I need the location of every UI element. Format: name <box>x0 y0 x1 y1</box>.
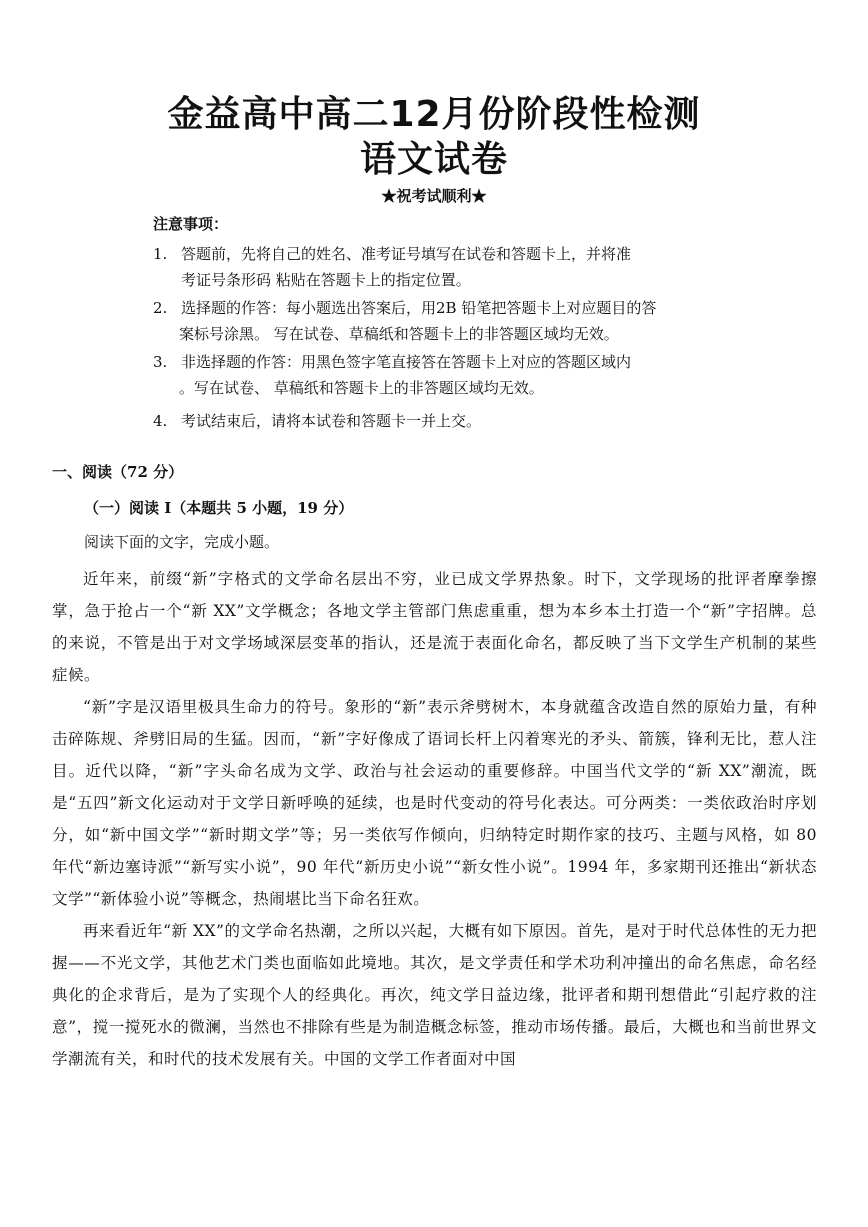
reading-passage <box>52 563 817 1075</box>
notice-item-3 <box>153 349 753 401</box>
notice-item-number: 3. <box>153 353 168 371</box>
notice-item-line: 考试结束后，请将本试卷和答题卡一并上交。 <box>181 412 482 430</box>
subsection-heading: （一）阅读 I（本题共 5 小题，19 分） <box>84 499 354 517</box>
reading-instruction: 阅读下面的文字，完成小题。 <box>84 533 280 551</box>
passage-paragraph-1: 近年来，前缀“新”字格式的文学命名层出不穷，业已成文学界热象。时下，文学现场的批评者摩拳擦掌，急于抢占一个“新 XX”文学概念；各地文学主管部门焦虑重重，想为本乡本土打造一个“新”字招牌。总的来说，不管是出于对文学场域深层变革的指认，还是流于表面化命名，都反映了当下文学生产机制的某些症候。 <box>52 570 817 684</box>
notice-item-2 <box>153 295 753 347</box>
notice-item-line: 非选择题的作答：用黑色签字笔直接答在答题卡上对应的答题区域内 <box>181 353 632 371</box>
passage-paragraph-2: “新”字是汉语里极具生命力的符号。象形的“新”表示斧劈树木，本身就蕴含改造自然的原始力量，有种击碎陈规、斧劈旧局的生猛。因而，“新”字好像成了语词长杆上闪着寒光的矛头、箭簇，锋利无比，惹人注目。近代以降，“新”字头命名成为文学、政治与社会运动的重要修辞。中国当代文学的“新 XX”潮流，既是“五四”新文化运动对于文学日新呼唤的延续，也是时代变动的符号化表达。可分两类：一类依政治时序划分，如“新中国文学”“新时期文学”等；另一类依写作倾向，归纳特定时期作家的技巧、主题与风格，如 80 年代“新边塞诗派”“新写实小说”，90 年代“新历史小说”“新女性小说”。1994 年，多家期刊还推出“新状态文学”“新体验小说”等概念，热闹堪比当下命名狂欢。 <box>52 698 817 908</box>
section-heading: 一、阅读（72 分） <box>52 463 184 481</box>
notice-item-line: 答题前，先将自己的姓名、准考证号填写在试卷和答题卡上，并将准 <box>181 245 632 263</box>
notice-item-line: 考证号条形码 粘贴在答题卡上的指定位置。 <box>181 271 471 289</box>
passage-paragraph-3: 再来看近年“新 XX”的文学命名热潮，之所以兴起，大概有如下原因。首先，是对于时代总体性的无力把握——不光文学，其他艺术门类也面临如此境地。其次，是文学责任和学术功利冲撞出的命名焦虑，命名经典化的企求背后，是为了实现个人的经典化。再次，纯文学日益边缘，批评者和期刊想借此“引起疗救的注意”，搅一搅死水的微澜，当然也不排除有些是为制造概念标签，推动市场传播。最后，大概也和当前世界文学潮流有关，和时代的技术发展有关。中国的文学工作者面对中国 <box>52 922 817 1068</box>
notice-title: 注意事项： <box>153 215 229 233</box>
notice-item-4 <box>153 408 753 434</box>
notice-item-line: 。写在试卷、 草稿纸和答题卡上的非答题区域均无效。 <box>179 379 544 397</box>
good-luck-line: ★祝考试顺利★ <box>381 187 487 205</box>
exam-title-line2: 语文试卷 <box>359 139 508 180</box>
notice-item-number: 4. <box>153 412 168 430</box>
notice-item-line: 选择题的作答：每小题选出答案后，用2B 铅笔把答题卡上对应题目的答 <box>181 299 657 317</box>
notice-item-number: 2. <box>153 299 168 317</box>
notice-item-number: 1. <box>153 245 168 263</box>
exam-title-line1: 金益高中高二12月份阶段性检测 <box>167 94 701 135</box>
notice-item-line: 案标号涂黑。 写在试卷、草稿纸和答题卡上的非答题区域均无效。 <box>179 325 619 343</box>
notice-item-1 <box>153 241 753 293</box>
